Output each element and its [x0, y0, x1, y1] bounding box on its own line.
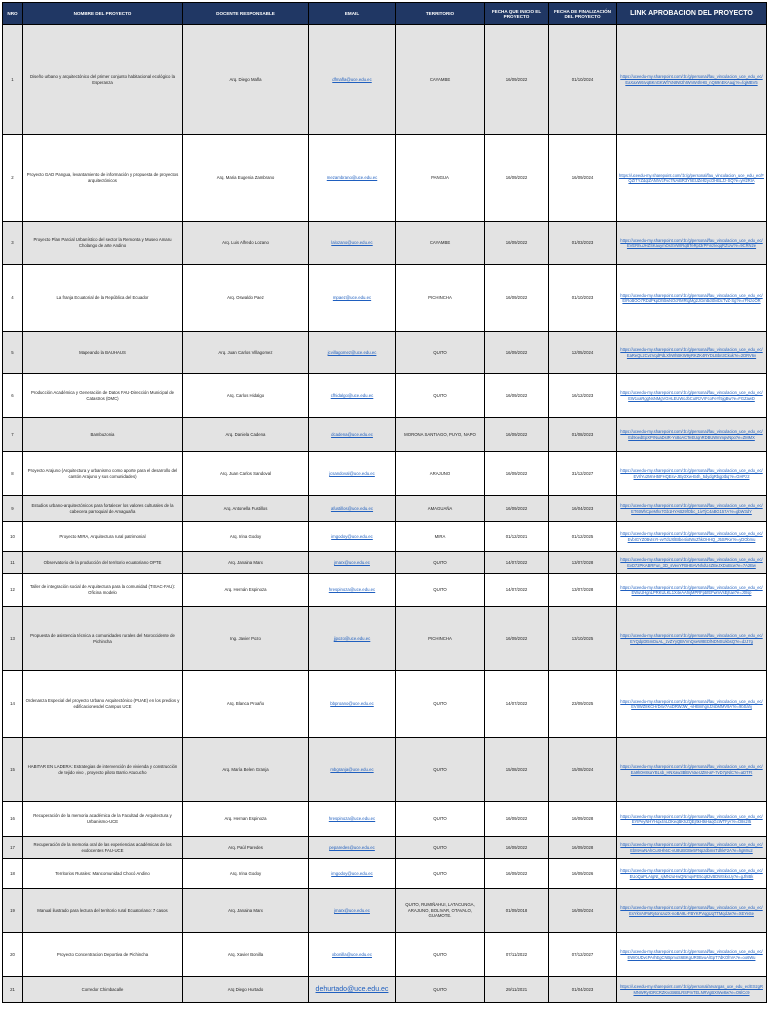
- cell-approval-link[interactable]: https://uceedu-my.sharepoint.com/:b:/g/personal/fau_vinculacion_uce_edu_ec/EVIlYu2MnH5tFHQEsv-JBy3Xw-B4h_5dydgRbgptbq?e=GHPz2: [617, 452, 767, 496]
- cell-end-date: 16/09/2026: [549, 859, 617, 889]
- cell-nro: 11: [3, 552, 23, 574]
- cell-start-date: 16/09/2022: [485, 802, 549, 837]
- table-row: [3, 522, 767, 552]
- cell-email-link[interactable]: jcvillagomez@uce.edu.ec: [309, 332, 396, 374]
- cell-territory: PANGUA: [396, 135, 485, 222]
- cell-end-date: 15/08/2024: [549, 738, 617, 802]
- cell-nro: 7: [3, 418, 23, 452]
- cell-start-date: 15/08/2022: [485, 738, 549, 802]
- table-row: [3, 802, 767, 837]
- cell-end-date: 13/07/2028: [549, 552, 617, 574]
- cell-email-link[interactable]: bbproano@uce.edu.ec: [309, 671, 396, 738]
- cell-start-date: 01/12/2021: [485, 522, 549, 552]
- col-header-docente: DOCENTE RESPONSABLE: [183, 3, 309, 25]
- cell-project-name: La franja Ecuatorial de la República del Ecuador: [23, 265, 183, 332]
- cell-project-name: Observatorio de la producción del territorio ecuatoriano OPTE: [23, 552, 183, 574]
- cell-project-name: Proyecto GAD Pangua, levantamiento de información y propuesta de proyectos arquitectónicos: [23, 135, 183, 222]
- cell-email-link[interactable]: imgodoy@uce.edu.ec: [309, 522, 396, 552]
- col-header-link: LINK APROBACION DEL PROYECTO: [617, 3, 767, 25]
- cell-territory: CAYAMBE: [396, 25, 485, 135]
- cell-teacher: Arq. Xavier Bonilla: [183, 933, 309, 977]
- cell-project-name: Corredor Chimbacalle: [23, 977, 183, 1003]
- cell-email-link[interactable]: cfhidalgo@uce.edu.ec: [309, 374, 396, 418]
- cell-start-date: 07/11/2022: [485, 933, 549, 977]
- cell-start-date: 16/09/2022: [485, 452, 549, 496]
- cell-nro: 15: [3, 738, 23, 802]
- cell-email-link[interactable]: lalozano@uce.edu.ec: [309, 222, 396, 265]
- table-row: [3, 574, 767, 607]
- cell-start-date: 14/07/2022: [485, 552, 549, 574]
- cell-territory: PICHINCHA: [396, 607, 485, 671]
- cell-nro: 17: [3, 837, 23, 859]
- cell-approval-link[interactable]: https://uceedu-my.sharepoint.com/:b:/g/personal/fau_vinculacion_uce_edu_ec/EVERhuJHZSKauymOsSVWIRqBTeRpt3rPFinzIeqqRZUw?e=9CRN2e: [617, 222, 767, 265]
- cell-teacher: Arq. Janaina Marx: [183, 552, 309, 574]
- cell-teacher: Arq. Diego Mafla: [183, 25, 309, 135]
- table-row: [3, 738, 767, 802]
- table-row: [3, 222, 767, 265]
- cell-end-date: 16/09/2024: [549, 135, 617, 222]
- cell-teacher: Ing. Javier Pozo: [183, 607, 309, 671]
- table-row: [3, 25, 767, 135]
- cell-start-date: 16/09/2022: [485, 837, 549, 859]
- cell-email-link[interactable]: hrespinoza@uce.edu.ec: [309, 802, 396, 837]
- cell-teacher: Arq. Irina Godoy: [183, 522, 309, 552]
- cell-project-name: Proyecto Arajuno (Arquitectura y urbanismo como aporte para el desarrollo del cantón Arajuno y sus comunidades): [23, 452, 183, 496]
- table-row: [3, 977, 767, 1003]
- cell-approval-link[interactable]: https://uceedu-my.sharepoint.com/:b:/g/personal/fau_vinculacion_uce_edu_ec/Ea9h0H8saYBLsb_HNXaw3BlBVVaeIJZM-aF-7vD7pNlC?e=aDTFt: [617, 738, 767, 802]
- cell-approval-link[interactable]: https://uceedu-my.sharepoint.com/:b:/g/personal/fau_vinculacion_uce_edu_ec/ET6tWhCpeMhx7Gb1HYAB29fObc_1ivTjC4aBG157A?e=gbW3dY: [617, 496, 767, 522]
- cell-teacher: Arq. Blanca Proaño: [183, 671, 309, 738]
- cell-end-date: 01/08/2023: [549, 418, 617, 452]
- cell-email-link[interactable]: mpaez@uce.edu.ec: [309, 265, 396, 332]
- cell-start-date: 16/09/2022: [485, 135, 549, 222]
- cell-start-date: 16/09/2022: [485, 418, 549, 452]
- cell-start-date: 16/09/2022: [485, 859, 549, 889]
- cell-start-date: 16/09/2022: [485, 374, 549, 418]
- projects-table: [2, 2, 767, 1003]
- cell-project-name: Mapeando la BAUHAUS: [23, 332, 183, 374]
- cell-project-name: Recuperación de la memoria académica de la Facultad de Arquitectura y Urbanismo-UCE: [23, 802, 183, 837]
- cell-approval-link[interactable]: https://uceedu-my.sharepoint.com/:b:/g/personal/fau_vinculacion_uce_edu_ec/EWr0UDvcPArhEgCNBpmoS6BKgUR0BvuAlGpT7dKOhVA?e=oo6Wu: [617, 933, 767, 977]
- cell-email-link[interactable]: mbgranja@uce.edu.ec: [309, 738, 396, 802]
- cell-territory: QUITO: [396, 552, 485, 574]
- cell-teacher: Arq. Daniela Cadena: [183, 418, 309, 452]
- cell-end-date: 01/10/2023: [549, 265, 617, 332]
- cell-teacher: Arq. María Belen Granja: [183, 738, 309, 802]
- cell-email-link[interactable]: hrespinoza@uce.edu.ec: [309, 574, 396, 607]
- table-row: [3, 889, 767, 933]
- table-row: [3, 552, 767, 574]
- cell-end-date: 01/04/2023: [549, 977, 617, 1003]
- cell-project-name: Proyecto Plan Parcial Urbanístico del sector la Remonta y Museo Amaru Cholango de arte Andino: [23, 222, 183, 265]
- cell-nro: 8: [3, 452, 23, 496]
- cell-territory: CAYAMBE: [396, 222, 485, 265]
- cell-territory: QUITO, RUMIÑAHUI, LATACUNGA, ARAJUNO, BOLIVAR, OTAVALO, GUAMOTE.: [396, 889, 485, 933]
- cell-project-name: HABITAR EN LADERA: Estrategias de intervención de vivienda y construcción de tejido vivo , proyecto piloto Barrio Atucucho: [23, 738, 183, 802]
- cell-email-link[interactable]: mezambrano@uce.edu.ec: [309, 135, 396, 222]
- header-row: [3, 3, 767, 25]
- col-header-nombre: NOMBRE DEL PROYECTO: [23, 3, 183, 25]
- cell-project-name: Estudios urbano-arquitectónicos para fortalecer los valores culturales de la cabecera parroquial de Amaguaña: [23, 496, 183, 522]
- table-row: [3, 607, 767, 671]
- cell-end-date: 13/07/2028: [549, 574, 617, 607]
- cell-territory: PICHINCHA: [396, 265, 485, 332]
- cell-territory: QUITO: [396, 738, 485, 802]
- cell-end-date: 16/12/2023: [549, 374, 617, 418]
- cell-email-link[interactable]: dfmafla@uce.edu.ec: [309, 25, 396, 135]
- cell-teacher: Arq. Oswaldo Paez: [183, 265, 309, 332]
- cell-start-date: 29/11/2021: [485, 977, 549, 1003]
- cell-start-date: 16/09/2022: [485, 222, 549, 265]
- cell-territory: QUITO: [396, 374, 485, 418]
- cell-approval-link[interactable]: https://uceedu-my.sharepoint.com/:b:/g/personal/fau_vinculacion_uce_edu_ec/EYIPeyNHYHqx4nLDKeqBKhZQEjftkHtkHaqGcWTFjA?e=D8s2I5: [617, 802, 767, 837]
- cell-end-date: 31/12/2027: [549, 452, 617, 496]
- table-row: [3, 933, 767, 977]
- cell-project-name: Proyecto Concentracion Deportiva de Pichincha: [23, 933, 183, 977]
- cell-territory: QUITO: [396, 837, 485, 859]
- table-row: [3, 265, 767, 332]
- cell-approval-link[interactable]: https://uceedu-my.sharepoint.com/:b:/g/personal/fau_vinculacion_uce_edu_ec/EaReQLzCvzVqdPdLXhWhBKW9yRKZK4RYDLBbn3Ckuk?e=2DRV6v: [617, 332, 767, 374]
- cell-teacher: Arq. Irina Godoy: [183, 859, 309, 889]
- cell-approval-link[interactable]: https://uceedu-my.sharepoint.com/:b:/g/personal/fau_vinculacion_uce_edu_ec/EUoQaPLAIgNt_sjMNzuHwQNmqvFE5cq82vBDWSkxUy?e=gJhIBk: [617, 859, 767, 889]
- cell-project-name: Propuesta de asistencia técnica a comunidades rurales del Noroccidente de Pichincha: [23, 607, 183, 671]
- col-header-nro: NRO: [3, 3, 23, 25]
- cell-nro: 12: [3, 574, 23, 607]
- cell-approval-link[interactable]: https://uceedu-my.sharepoint.com/:b:/g/personal/fau_vinculacion_uce_edu_ec/FQZITYZdqlZANhVcFvc7NAiBR3YhEUZe8zycOHBLJz-SQ?e=yH2RIA: [617, 135, 767, 222]
- cell-approval-link[interactable]: https://uceedu-my.sharepoint.com/:b:/g/personal/fau_vinculacion_uce_edu_ec/EVIIWZ8KCHrD4v7AxDRWJW_-vHBmhgnJzsbMMV9A?e=9bSahj: [617, 671, 767, 738]
- cell-territory: QUITO: [396, 977, 485, 1003]
- col-header-email: EMAIL: [309, 3, 396, 25]
- cell-end-date: 16/09/2028: [549, 802, 617, 837]
- cell-start-date: 16/09/2022: [485, 25, 549, 135]
- cell-territory: ARAJUNO: [396, 452, 485, 496]
- cell-approval-link[interactable]: https://uceedu-my.sharepoint.com/:b:/g/personal/fau_vinculacion_uce_edu_ec/EsYkVAIPaRytonUuzX-noBA9L-FBYKPVqgUqTTMqdJw?e=XEYeSe: [617, 889, 767, 933]
- cell-email-link[interactable]: jcsandoval@uce.edu.ec: [309, 452, 396, 496]
- cell-territory: AMAGUAÑA: [396, 496, 485, 522]
- cell-approval-link[interactable]: https://uceedu-my.sharepoint.com/:b:/g/personal/fau_vinculacion_uce_edu_ec/EvbIGYZ0BvIsYI-vvTdUXlBIbe4iotWxZhkOHHQ_J5SPKe?e=yDObmu: [617, 522, 767, 552]
- cell-end-date: 12/05/2024: [549, 332, 617, 374]
- cell-end-date: 23/09/2025: [549, 671, 617, 738]
- cell-end-date: 07/12/2027: [549, 933, 617, 977]
- cell-project-name: Proyecto MIRA, Arquitectura rural patrimonial: [23, 522, 183, 552]
- cell-territory: MIRA: [396, 522, 485, 552]
- cell-nro: 10: [3, 522, 23, 552]
- cell-start-date: 16/09/2022: [485, 332, 549, 374]
- table-row: [3, 859, 767, 889]
- cell-teacher: Arq. Maria Eugenia Zambrano: [183, 135, 309, 222]
- cell-nro: 19: [3, 889, 23, 933]
- cell-project-name: Manual ilustrado para lectura del territorio rural Ecuatoriano: 7 casos: [23, 889, 183, 933]
- cell-territory: QUITO: [396, 859, 485, 889]
- table-row: [3, 837, 767, 859]
- cell-teacher: Arq. Janaina Marx: [183, 889, 309, 933]
- col-header-inicio: FECHA QUE INICIO EL PROYECTO: [485, 3, 549, 25]
- cell-email-link[interactable]: jmarx@uce.edu.ec: [309, 552, 396, 574]
- table-row: [3, 452, 767, 496]
- cell-nro: 14: [3, 671, 23, 738]
- cell-email-link[interactable]: imgodoy@uce.edu.ec: [309, 859, 396, 889]
- cell-nro: 5: [3, 332, 23, 374]
- cell-project-name: Bambuzonia: [23, 418, 183, 452]
- cell-email-link[interactable]: dehurtado@uce.edu.ec: [309, 977, 396, 1003]
- cell-end-date: 13/10/2025: [549, 607, 617, 671]
- cell-approval-link[interactable]: https://uceedu-my.sharepoint.com/:b:/g/personal/arvargas_uce_edu_ec/ESzgRMNWRyrDRCRZKvcB6BLRSPmTELNRVgBXWw8w?e=O6lCc9: [617, 977, 767, 1003]
- cell-nro: 3: [3, 222, 23, 265]
- cell-email-link[interactable]: afustillos@uce.edu.ec: [309, 496, 396, 522]
- cell-project-name: Diseño urbano y arquitectónico del primer conjunto habitacional ecológico la Esperanza: [23, 25, 183, 135]
- cell-nro: 6: [3, 374, 23, 418]
- cell-project-name: Taller de integración social de Arquitectura para la comunidad (TISAC-FAU): Oficina modelo: [23, 574, 183, 607]
- table-row: [3, 496, 767, 522]
- cell-teacher: Arq. Antonella Fustillos: [183, 496, 309, 522]
- table-row: [3, 671, 767, 738]
- cell-teacher: Arq. Luis Alfredo Lozano: [183, 222, 309, 265]
- cell-project-name: Ordenanza Especial del proyecto Urbano Arquitectónico (PUAE) en los predios y edificacionesdel Campus UCE: [23, 671, 183, 738]
- cell-teacher: Arq. Juan Carlos Sandoval: [183, 452, 309, 496]
- cell-email-link[interactable]: jjpozo@uce.edu.ec: [309, 607, 396, 671]
- table-body: [3, 25, 767, 1003]
- cell-territory: QUITO: [396, 933, 485, 977]
- cell-territory: MORONA SANTIAGO, PUYO, NAPO: [396, 418, 485, 452]
- cell-project-name: Territorios Rurales: Mancomunidad Chocó Andino: [23, 859, 183, 889]
- cell-end-date: 16/09/2028: [549, 837, 617, 859]
- cell-teacher: Arq. Hernán Espinoza: [183, 574, 309, 607]
- cell-start-date: 14/07/2022: [485, 671, 549, 738]
- cell-project-name: Producción Académica y Generación de Datos FAU-Dirección Municipal de Catastros (DMC): [23, 374, 183, 418]
- cell-nro: 9: [3, 496, 23, 522]
- cell-start-date: 16/09/2022: [485, 496, 549, 522]
- cell-end-date: 16/04/2023: [549, 496, 617, 522]
- cell-nro: 4: [3, 265, 23, 332]
- cell-end-date: 01/10/2024: [549, 25, 617, 135]
- cell-approval-link[interactable]: https://uceedu-my.sharepoint.com/:b:/g/personal/fau_vinculacion_uce_edu_ec/EIRoBOO7RDdPkpDhBwNOcRMRtgMg2JGmBdt0vlDcTvZ-Sg?e=rFNzoOR: [617, 265, 767, 332]
- cell-teacher: Arq. Juan Carlos Villagomez: [183, 332, 309, 374]
- cell-nro: 21: [3, 977, 23, 1003]
- cell-approval-link[interactable]: https://uceedu-my.sharepoint.com/:b:/g/personal/fau_vinculacion_uce_edu_ec/EYQdpDt5mDuAL_zvZYyQBVVnQseW8EDlNDNSUkbsQ?e=dzJ7g: [617, 607, 767, 671]
- cell-start-date: 16/09/2022: [485, 607, 549, 671]
- cell-territory: QUITO: [396, 671, 485, 738]
- cell-teacher: Arq. Hernan Espinoza: [183, 802, 309, 837]
- cell-end-date: 01/03/2023: [549, 222, 617, 265]
- cell-nro: 16: [3, 802, 23, 837]
- table-row: [3, 135, 767, 222]
- cell-approval-link[interactable]: https://uceedu-my.sharepoint.com/:b:/g/personal/fau_vinculacion_uce_edu_ec/EW1xaRggNsNMgVGHLEUWoJbCuIRzVrFcoFeYl5jgBw?e=FGZawD: [617, 374, 767, 418]
- cell-email-link[interactable]: peparedes@uce.edu.ec: [309, 837, 396, 859]
- cell-nro: 13: [3, 607, 23, 671]
- cell-nro: 2: [3, 135, 23, 222]
- cell-nro: 20: [3, 933, 23, 977]
- col-header-fin: FECHA DE FINALIZACIÓN DEL PROYECTO: [549, 3, 617, 25]
- cell-end-date: 16/09/2024: [549, 889, 617, 933]
- table-row: [3, 418, 767, 452]
- cell-email-link[interactable]: jmarx@uce.edu.ec: [309, 889, 396, 933]
- cell-start-date: 14/07/2022: [485, 574, 549, 607]
- cell-teacher: Arq Diego Hurtado: [183, 977, 309, 1003]
- cell-approval-link[interactable]: https://uceedu-my.sharepoint.com/:b:/g/personal/fau_vinculacion_uce_edu_ec/EaXaxW6IvqBKnGKWf7sN8W2hIWnW4hHB_nQ69nEKAaqj?e=fqjMBV5: [617, 25, 767, 135]
- cell-territory: QUITO: [396, 332, 485, 374]
- col-header-territorio: TERRITORIO: [396, 3, 485, 25]
- cell-start-date: 01/09/2018: [485, 889, 549, 933]
- cell-approval-link[interactable]: https://uceedu-my.sharepoint.com/:b:/g/personal/fau_vinculacion_uce_edu_ec/EvD72PKABRFun_3D_sVevYFBHBAVNhdU4ZBeJXDoBcw?e=7A2Bw: [617, 552, 767, 574]
- cell-approval-link[interactable]: https://uceedu-my.sharepoint.com/:b:/g/personal/fau_vinculacion_uce_edu_ec/Ed9oedEpXPrNuaDsIR-Yx8oACTeEUqnRDBUWmmpvNpo?e=ZMMX: [617, 418, 767, 452]
- cell-email-link[interactable]: dcadena@uce.edu.ec: [309, 418, 396, 452]
- cell-nro: 18: [3, 859, 23, 889]
- table-row: [3, 332, 767, 374]
- cell-teacher: Arq. Carlos Hidalgo: [183, 374, 309, 418]
- cell-approval-link[interactable]: https://uceedu-my.sharepoint.com/:b:/g/personal/fau_vinculacion_uce_edu_ec/EWuUHgnLPRKULKL1X4eAAfnjMPRFpbfEFwmVsEjfuw?e=J0Isp: [617, 574, 767, 607]
- cell-nro: 1: [3, 25, 23, 135]
- cell-project-name: Recuperación de la memoria oral de las experiencias académicas de los exdocentes FAU-UCE: [23, 837, 183, 859]
- cell-territory: QUITO: [396, 802, 485, 837]
- cell-approval-link[interactable]: https://uceedu-my.sharepoint.com/:b:/g/personal/fau_vinculacion_uce_edu_ec/EbMAwNAhCuXHh6C-vU8UBGBe5FNpzdbmsTdhkF2A?e=hgMru2: [617, 837, 767, 859]
- cell-teacher: Arq. Paúl Paredes: [183, 837, 309, 859]
- table-row: [3, 374, 767, 418]
- cell-end-date: 01/12/2025: [549, 522, 617, 552]
- cell-start-date: 16/09/2022: [485, 265, 549, 332]
- cell-territory: QUITO: [396, 574, 485, 607]
- cell-email-link[interactable]: xbonilla@uce.edu.ec: [309, 933, 396, 977]
